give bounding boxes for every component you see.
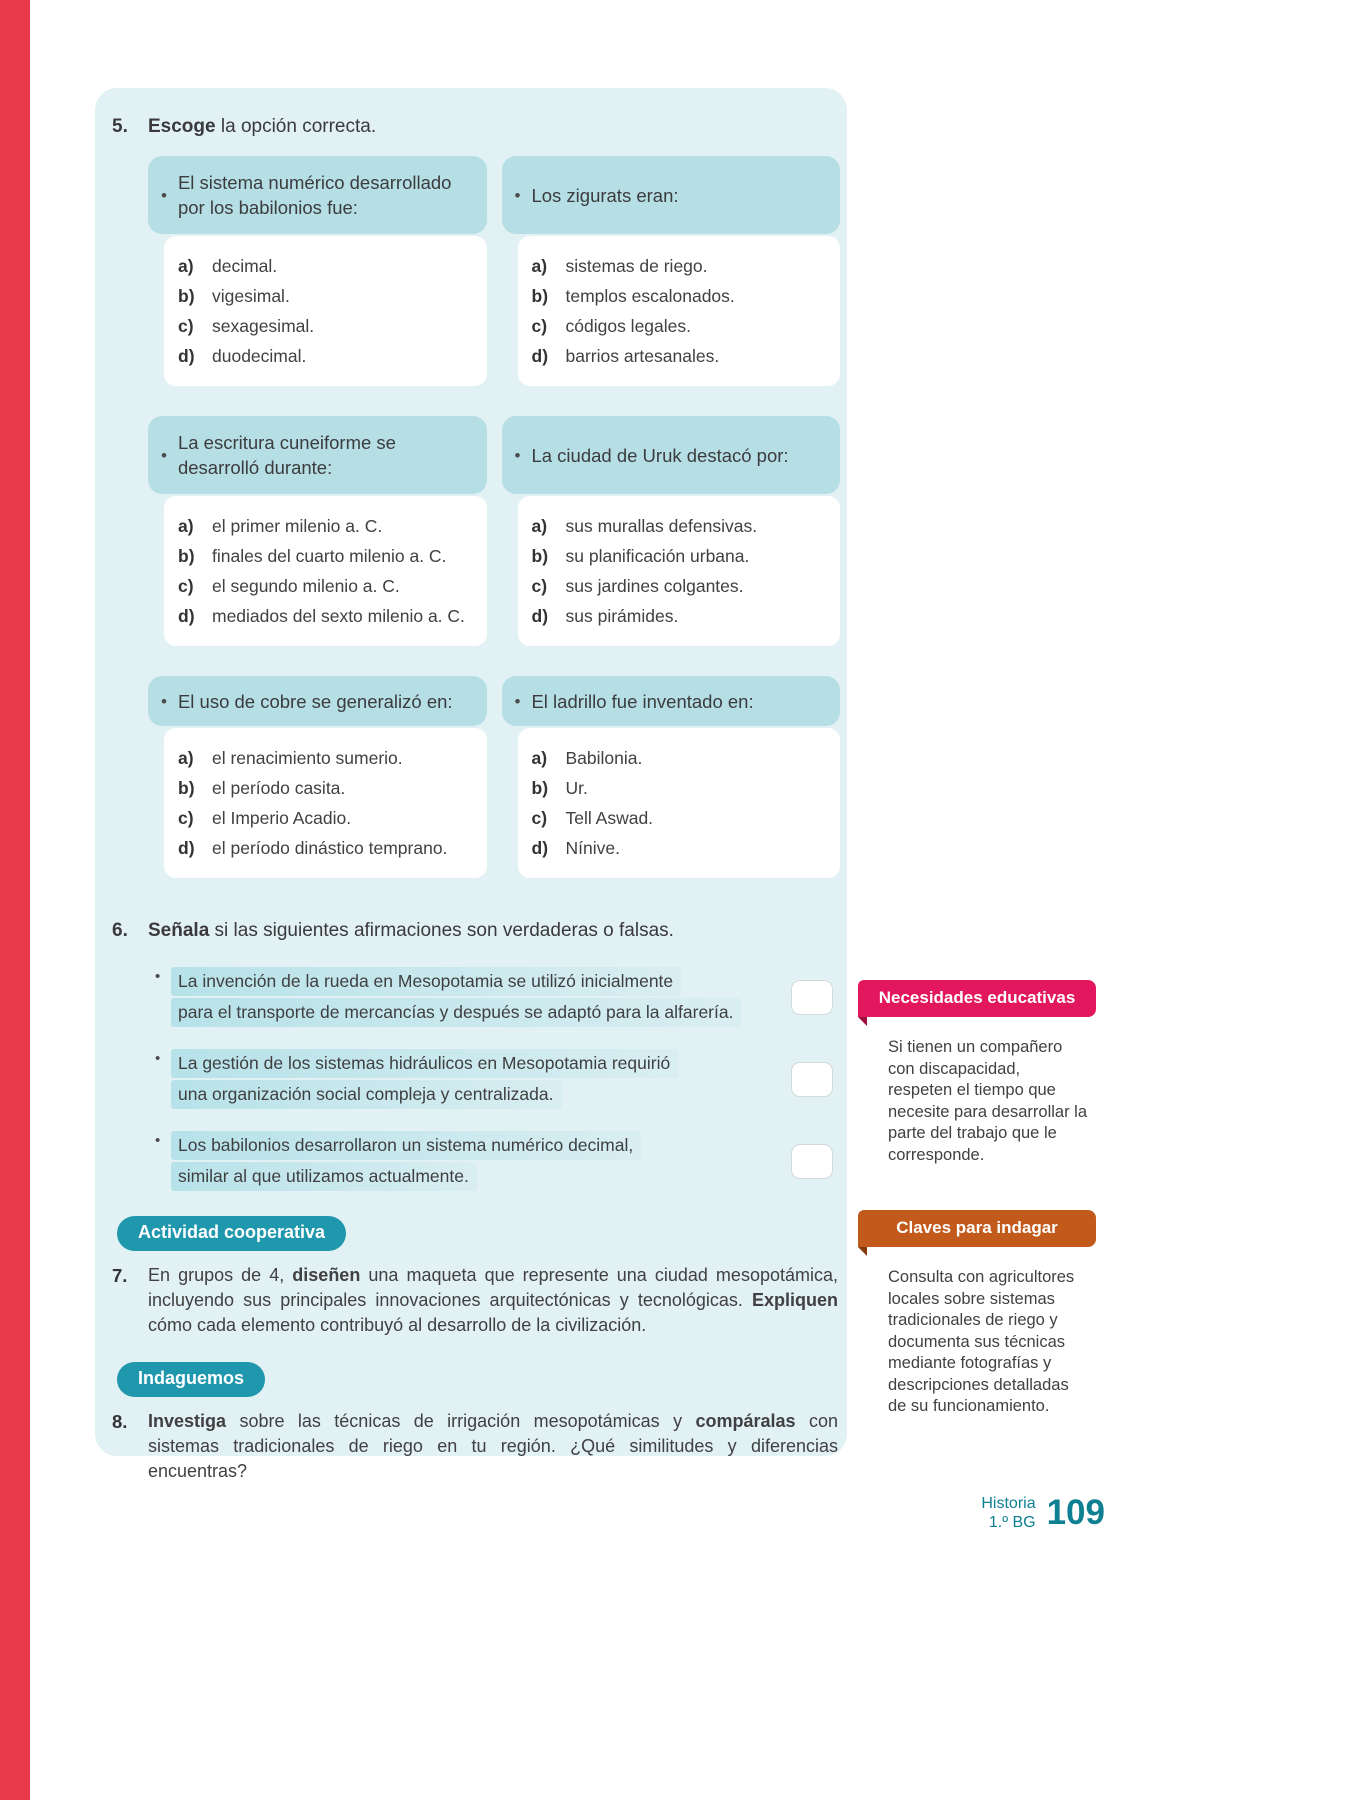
statement-text <box>171 1130 641 1192</box>
worksheet-panel <box>95 88 847 1481</box>
sidebar-note-inquiry-keys <box>858 1210 1096 1418</box>
mcq-option <box>532 281 829 311</box>
option-text: el período casita. <box>212 778 346 798</box>
option-text: el renacimiento sumerio. <box>212 748 403 768</box>
option-label: d) <box>531 346 549 366</box>
option-label: a) <box>531 748 548 768</box>
question-text <box>148 114 376 140</box>
mcq-block-copper <box>148 676 487 878</box>
text-segment: con sistemas tradicionales de riego en tu región. ¿Qué similitudes y diferencias encuentras? <box>148 1411 838 1481</box>
mcq-option <box>178 601 475 631</box>
mcq-option <box>178 773 475 803</box>
option-label: c) <box>531 808 548 828</box>
option-text: sexagesimal. <box>212 316 315 336</box>
option-text: decimal. <box>212 256 278 276</box>
option-text: duodecimal. <box>212 346 307 366</box>
question-5-heading <box>112 114 837 140</box>
badge-title: Necesidades educativas <box>878 988 1076 1007</box>
option-label: a) <box>178 516 194 536</box>
text-segment: En grupos de 4, <box>148 1265 293 1285</box>
inquiry-keys-badge <box>858 1210 1096 1247</box>
badge-title: Claves para indagar <box>896 1218 1058 1237</box>
text-segment-bold: Investiga <box>148 1411 227 1431</box>
option-text: su planificación urbana. <box>565 546 750 566</box>
mcq-option <box>178 311 475 341</box>
option-label: c) <box>178 808 194 828</box>
mcq-options-card <box>164 496 487 646</box>
option-label: d) <box>178 346 195 366</box>
statement-line: La invención de la rueda en Mesopotamia se utilizó inicialmente <box>171 967 681 996</box>
option-label: b) <box>531 286 549 306</box>
mcq-question-header <box>502 416 841 494</box>
bullet-icon: • <box>161 445 167 465</box>
mcq-option <box>532 311 829 341</box>
option-text: finales del cuarto milenio a. C. <box>212 546 447 566</box>
page-footer <box>930 1494 1105 1532</box>
question-rest: si las siguientes afirmaciones son verdaderas o falsas. <box>209 920 674 941</box>
statement-text <box>171 966 741 1028</box>
option-label: a) <box>178 256 194 276</box>
true-false-statement <box>155 1048 833 1110</box>
mcq-option <box>532 541 829 571</box>
question-number: 7. <box>112 1265 128 1286</box>
statement-line: una organización social compleja y centralizada. <box>171 1080 562 1109</box>
mcq-options-card <box>518 236 841 386</box>
question-verb: Señala <box>148 920 210 941</box>
question-number: 8. <box>112 1411 128 1432</box>
mcq-question-header <box>148 676 487 726</box>
option-label: c) <box>531 316 548 336</box>
indaguemos-badge: Indaguemos <box>117 1362 265 1397</box>
mcq-option <box>178 251 475 281</box>
mcq-block-brick <box>502 676 841 878</box>
inquiry-keys-text: Consulta con agricultores locales sobre sistemas tradicionales de riego y documenta sus técnicas mediante fotografías y descripciones detalladas de su funcionamiento. <box>888 1268 1075 1415</box>
bullet-icon: • <box>155 968 161 985</box>
footer-grade: 1.º BG <box>988 1514 1036 1531</box>
option-label: c) <box>178 316 194 336</box>
question-rest: la opción correcta. <box>215 116 377 137</box>
question-number: 6. <box>112 920 128 941</box>
question-7 <box>112 1263 838 1338</box>
mcq-option <box>532 251 829 281</box>
question-6-heading <box>112 918 837 944</box>
statement-line: La gestión de los sistemas hidráulicos en Mesopotamia requirió <box>171 1049 678 1078</box>
option-text: Babilonia. <box>565 748 643 768</box>
statement-text <box>171 1048 678 1110</box>
statement-line: Los babilonios desarrollaron un sistema numérico decimal, <box>171 1131 641 1160</box>
mcq-options-card <box>164 728 487 878</box>
option-text: el segundo milenio a. C. <box>212 576 400 596</box>
mcq-option <box>532 341 829 371</box>
option-label: d) <box>531 838 549 858</box>
option-text: vigesimal. <box>212 286 290 306</box>
option-text: templos escalonados. <box>565 286 735 306</box>
mcq-question-text: El ladrillo fue inventado en: <box>531 690 754 712</box>
option-text: sus jardines colgantes. <box>565 576 744 596</box>
true-false-checkbox[interactable] <box>791 1062 833 1097</box>
page-edge-bar <box>0 0 30 1800</box>
educational-needs-text: Si tienen un compañero con discapacidad, respeten el tiempo que necesite para desarrollar la parte del trabajo que le corresponde. <box>888 1038 1088 1164</box>
statement-line: para el transporte de mercancías y después se adaptó para la alfarería. <box>171 998 741 1027</box>
educational-needs-badge <box>858 980 1096 1017</box>
option-label: d) <box>178 838 195 858</box>
bullet-icon: • <box>514 445 521 465</box>
mcq-option <box>178 833 475 863</box>
bullet-icon: • <box>161 185 167 205</box>
footer-subject <box>981 1494 1035 1532</box>
option-label: d) <box>178 606 195 626</box>
text-segment-bold: diseñen <box>292 1265 361 1285</box>
mcq-option <box>532 773 829 803</box>
option-label: a) <box>531 256 548 276</box>
option-label: d) <box>531 606 549 626</box>
option-label: c) <box>531 576 548 596</box>
mcq-block-cuneiform <box>148 416 487 646</box>
option-label: b) <box>178 546 195 566</box>
option-text: sus pirámides. <box>565 606 679 626</box>
option-text: Tell Aswad. <box>565 808 654 828</box>
true-false-statement <box>155 1130 833 1192</box>
text-segment: cómo cada elemento contribuyó al desarrollo de la civilización. <box>148 1315 647 1335</box>
mcq-question-header <box>502 156 841 234</box>
mcq-option <box>178 743 475 773</box>
mcq-option <box>178 341 475 371</box>
mcq-options-card <box>518 496 841 646</box>
text-segment-bold: Expliquen <box>751 1290 838 1310</box>
mcq-option <box>532 511 829 541</box>
mcq-question-header <box>148 416 487 494</box>
mcq-option <box>178 571 475 601</box>
bullet-icon: • <box>155 1050 161 1067</box>
sidebar-note-educational-needs <box>858 980 1096 1166</box>
mcq-question-header <box>502 676 841 726</box>
mcq-question-header <box>148 156 487 234</box>
true-false-statement <box>155 966 833 1028</box>
option-text: el período dinástico temprano. <box>212 838 448 858</box>
mcq-options-card <box>164 236 487 386</box>
mcq-option <box>532 803 829 833</box>
mcq-block-uruk <box>502 416 841 646</box>
question-number: 5. <box>112 116 128 137</box>
option-text: el primer milenio a. C. <box>212 516 383 536</box>
option-label: a) <box>178 748 194 768</box>
mcq-option <box>532 743 829 773</box>
text-segment: una maqueta que represente una ciudad mesopotámica, incluyendo sus principales innovaciones arquitectónicas y tecnológicas. <box>148 1265 838 1310</box>
option-text: sistemas de riego. <box>565 256 708 276</box>
bullet-icon: • <box>161 691 167 711</box>
mcq-question-text: El sistema numérico desarrollado por los babilonios fue: <box>177 172 452 218</box>
question-text <box>148 918 674 944</box>
mcq-option <box>178 803 475 833</box>
option-text: sus murallas defensivas. <box>565 516 758 536</box>
text-segment: sobre las técnicas de irrigación mesopotámicas y <box>226 1411 696 1431</box>
statement-line: similar al que utilizamos actualmente. <box>171 1162 477 1191</box>
mcq-question-text: Los zigurats eran: <box>531 184 679 206</box>
question-7-text <box>148 1263 838 1338</box>
cooperative-activity-badge: Actividad cooperativa <box>117 1216 346 1251</box>
mcq-question-text: La escritura cuneiforme se desarrolló durante: <box>177 432 396 478</box>
option-text: barrios artesanales. <box>565 346 720 366</box>
mcq-question-text: La ciudad de Uruk destacó por: <box>531 444 789 466</box>
option-label: b) <box>178 286 195 306</box>
mcq-option <box>532 601 829 631</box>
option-label: a) <box>531 516 548 536</box>
option-label: b) <box>178 778 195 798</box>
mcq-option <box>532 833 829 863</box>
bullet-icon: • <box>514 691 521 711</box>
true-false-checkbox[interactable] <box>791 980 833 1015</box>
mcq-option <box>178 281 475 311</box>
true-false-checkbox[interactable] <box>791 1144 833 1179</box>
mcq-question-text: El uso de cobre se generalizó en: <box>177 690 453 712</box>
option-text: el Imperio Acadio. <box>212 808 352 828</box>
option-label: b) <box>531 778 549 798</box>
option-label: c) <box>178 576 194 596</box>
text-segment-bold: compáralas <box>695 1411 796 1431</box>
option-text: Ur. <box>565 778 588 798</box>
question-verb: Escoge <box>148 116 216 137</box>
option-label: b) <box>531 546 549 566</box>
option-text: Nínive. <box>565 838 620 858</box>
mcq-option <box>532 571 829 601</box>
option-text: mediados del sexto milenio a. C. <box>212 606 465 626</box>
bullet-icon: • <box>514 185 521 205</box>
footer-subject-name: Historia <box>981 1495 1036 1512</box>
option-text: códigos legales. <box>565 316 691 336</box>
question-8 <box>112 1409 838 1484</box>
mcq-option <box>178 541 475 571</box>
bullet-icon: • <box>155 1132 161 1149</box>
question-8-text <box>148 1409 838 1484</box>
mcq-grid <box>148 156 840 878</box>
mcq-block-numeric-system <box>148 156 487 386</box>
mcq-block-ziggurats <box>502 156 841 386</box>
mcq-option <box>178 511 475 541</box>
mcq-options-card <box>518 728 841 878</box>
page-number: 109 <box>1046 1493 1105 1532</box>
